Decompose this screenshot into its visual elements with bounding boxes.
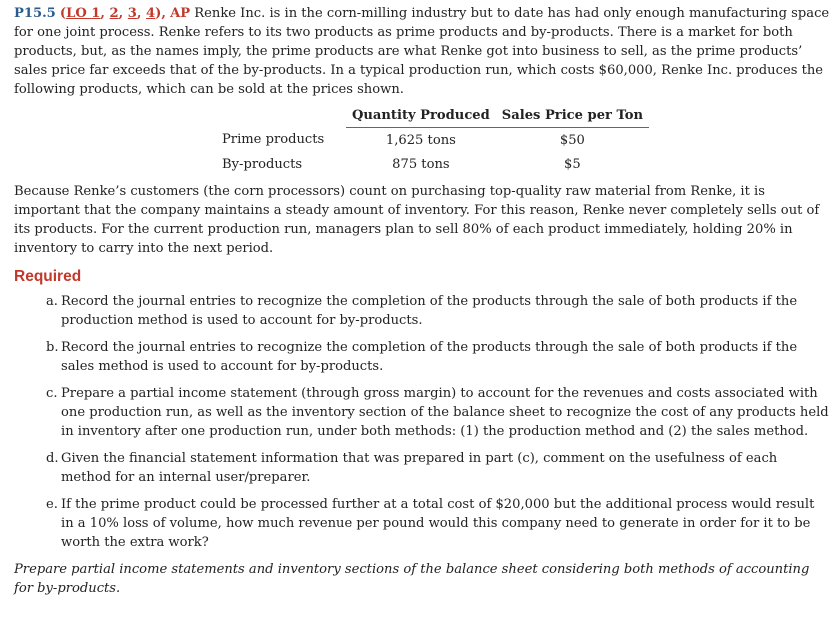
lo-link-2[interactable]: 2 — [109, 6, 119, 21]
list-item-d — [46, 449, 830, 487]
production-table — [216, 106, 649, 176]
list-item-marker: e. — [46, 497, 58, 512]
list-item-b — [46, 338, 830, 376]
required-heading: Required — [14, 268, 82, 285]
footer-note: Prepare partial income statements and inventory sections of the balance sheet considering both methods of accounting for by-products. — [14, 562, 810, 596]
header-sales-price: Sales Price per Ton — [496, 106, 649, 128]
row-price: $50 — [559, 132, 585, 148]
lo-separator: , — [136, 6, 147, 21]
list-item-marker: c. — [46, 386, 58, 401]
lo-link-label[interactable]: LO — [66, 6, 92, 21]
row-label: By-products — [222, 156, 303, 172]
required-list — [14, 292, 830, 552]
row-price: $5 — [564, 156, 581, 172]
row-label: Prime products — [222, 132, 325, 148]
list-item-marker: d. — [46, 451, 59, 466]
ap-tag: AP — [170, 6, 191, 21]
table-row-by-products — [216, 152, 649, 176]
production-table-header-row — [216, 106, 649, 128]
list-item-a — [46, 292, 830, 330]
list-item-text: Record the journal entries to recognize the completion of the products through the sale of both products if the production method is used to account for by-products. — [61, 294, 798, 328]
lo-link-4[interactable]: 4 — [146, 6, 156, 21]
lo-separator: , — [118, 6, 128, 21]
problem-intro-paragraph — [14, 4, 830, 99]
lo-close-paren: ), — [155, 6, 166, 21]
problem-intro-text: Renke Inc. is in the corn-milling industry but to date has had only enough manufacturing space for one joint process. Renke refers to its two products as prime products and by-products. There is a market for both products, but, as the names imply, the prime products are what Renke got into business to sell, as the prime products’ sales price far exceeds that of the by-products. In a typical production run, which costs $60,000, Renke Inc. produces the following products, which can be sold at the prices shown. — [14, 6, 830, 97]
lo-link-1[interactable]: 1 — [91, 6, 101, 21]
lo-separator: , — [100, 6, 110, 21]
list-item-text: Record the journal entries to recognize the completion of the products through the sale of both products if the sales method is used to account for by-products. — [61, 340, 798, 374]
lo-link-3[interactable]: 3 — [127, 6, 137, 21]
list-item-text: If the prime product could be processed further at a total cost of $20,000 but the additional process would result in a 10% loss of volume, how much revenue per pound would this company need to generate in order for it to be worth the extra work? — [61, 497, 815, 550]
header-quantity-produced: Quantity Produced — [346, 106, 496, 128]
list-item-c — [46, 384, 830, 441]
lo-open-paren: ( — [59, 6, 67, 21]
header-blank-cell — [216, 106, 346, 128]
list-item-e — [46, 495, 830, 552]
table-row-prime-products — [216, 128, 649, 153]
problem-number: P15.5 — [14, 6, 56, 21]
list-item-marker: a. — [46, 294, 58, 309]
list-item-text: Given the financial statement information that was prepared in part (c), comment on the usefulness of each method for an internal user/preparer. — [61, 451, 778, 485]
inventory-paragraph: Because Renke’s customers (the corn processors) count on purchasing top-quality raw material from Renke, it is important that the company maintains a steady amount of inventory. For this reason, Renke never completely sells out of its products. For the current production run, managers plan to sell 80% of each product immediately, holding 20% in inventory to carry into the next period. — [14, 184, 820, 256]
list-item-marker: b. — [46, 340, 59, 355]
row-quantity: 875 tons — [392, 156, 450, 172]
row-quantity: 1,625 tons — [385, 132, 456, 148]
list-item-text: Prepare a partial income statement (through gross margin) to account for the revenues and costs associated with one production run, as well as the inventory section of the balance sheet to recognize the cost of any products held in inventory after one production run, under both methods: (1) the production method and (2) the sales method. — [61, 386, 829, 439]
